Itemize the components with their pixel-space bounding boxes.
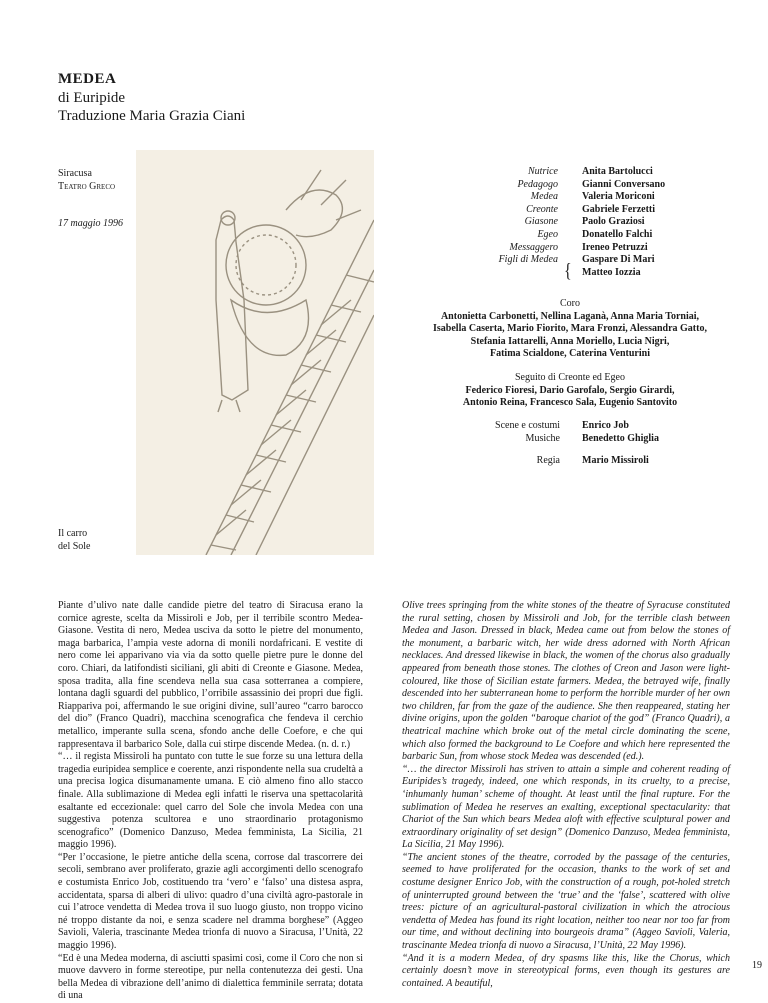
cast-actor: Matteo Iozzia — [582, 266, 641, 278]
title-block — [58, 70, 245, 126]
cast-role: Pedagogo — [517, 178, 558, 190]
venue-city: Siracusa — [58, 168, 92, 179]
image-caption — [58, 528, 91, 553]
coro-heading: Coro — [560, 298, 580, 309]
cast-role: Figli di Medea — [498, 254, 558, 266]
cast-actor: Gabriele Ferzetti — [582, 203, 656, 215]
play-author: di Euripide — [58, 89, 126, 106]
cast-role: Nutrice — [528, 166, 558, 177]
cast-actor: Anita Bartolucci — [582, 166, 653, 177]
credit-role: Scene e costumi — [495, 420, 560, 431]
venue-theatre: Teatro Greco — [58, 180, 116, 192]
play-title: MEDEA — [58, 71, 117, 87]
body-paragraph: Piante d’ulivo nate dalle candide pietre del teatro di Siracusa erano la cornice agreste, scelta da Missiroli e Job, per il terribile scontro Medea-Giasone. Vestita di nero, Medea usciva da sotto le pietre del monumento, maga barbarica, l’ampia veste adorna di monili nordafricani. E vestite di nero come lei apparivano via via da sotto quelle pietre pure le donne del coro. Chiari, da latifondisti siciliani, gli abiti di Creonte e Giasone. Medea, sposa tradita, alla fine scendeva nella sua casa sotterranea a compiere, lontana dagli sguardi del pubblico, l’orribile assassinio dei propri due figli. Riappariva poi, affermando le sue origini divine, sull’aureo “carro barocco del dio” (Franco Quadri), macchina scenografica che fendeva il cerchio metallico, imperante sulla scena, sfondo anche delle Coefore, e che qui rappresentava il barbarico Sole, dalla cui stirpe discende Medea. (n. d. r.) — [58, 600, 363, 750]
coro-line: Stefania Iattarelli, Anna Moriello, Lucia Nigri, — [470, 335, 670, 347]
coro-line: Antonietta Carbonetti, Nellina Laganà, Anna Maria Torniai, — [440, 310, 700, 322]
credit-role: Musiche — [525, 432, 560, 444]
cast-actors — [582, 166, 665, 279]
brace-glyph: { — [563, 260, 572, 282]
cast-actor: Gaspare Di Mari — [582, 254, 655, 266]
venue — [58, 168, 115, 193]
cast-actor: Ireneo Petruzzi — [582, 241, 648, 253]
body-paragraph: “The ancient stones of the theatre, corroded by the passage of the centuries, seemed to have proliferated for the occasion, thanks to the work of set and costume designer Enrico Job, with the construction of a rough, pot-holed stretch of uninterrupted ground between the ‘true’ and the ‘false’, scattered with olive trees: picture of an agricultural-pastoral civilization in which the atrocious vendetta of Medea has found its right location, neither too near nor too far from our time, and without declining into bourgeois drama” (Aggeo Savioli, Valeria, trascinante Medea trionfa di nuovo a Siracusa, l’Unità, 22 May 1996). — [402, 851, 730, 952]
body-paragraph: “And it is a modern Medea, of dry spasms like this, like the Chorus, which certainly doesn’t move in stereotypical forms, even though its gestures are contained. A beautiful, — [402, 952, 730, 989]
coro-line: Fatima Scialdone, Caterina Venturini — [489, 348, 650, 360]
credits-names — [582, 420, 659, 468]
credit-name: Benedetto Ghiglia — [582, 432, 659, 444]
english-text-column — [402, 600, 730, 990]
seguito-section — [400, 372, 740, 410]
seguito-line: Federico Fioresi, Dario Garofalo, Sergio Girardi, — [465, 384, 675, 396]
coro-section — [400, 298, 740, 361]
body-paragraph: “… the director Missiroli has striven to attain a simple and coherent reading of Euripides’s tragedy, indeed, one which responds, in its cruelty, to a precise, ‘inhumanly human’ scheme of thought. At least until the final rupture. For the sublimation of Medea he reserves an exalting, exceptional spectacularity: that Chariot of the Sun which bears Medea aloft with effective sculptural power and extraordinary originality of set design” (Domenico Danzuso, Medea femminista, La Sicilia, 21 May 1996). — [402, 763, 730, 851]
cast-role: Medea — [530, 191, 558, 203]
credit-name: Enrico Job — [582, 420, 629, 431]
italian-text-column — [58, 600, 363, 1003]
body-paragraph: “Ed è una Medea moderna, di asciutti spasimi così, come il Coro che non si muove davvero in forme stereotipe, pur nella contenutezza dei gesti. Una bella Medea di vibrazione dell’animo di dialettica femminile serrata; dotata di una — [58, 952, 363, 1002]
cast-role: Egeo — [537, 228, 558, 240]
cast-roles — [400, 166, 558, 267]
cast-actor: Valeria Moriconi — [582, 191, 655, 203]
play-translation: Traduzione Maria Grazia Ciani — [58, 108, 246, 124]
cast-actor: Paolo Graziosi — [582, 216, 645, 228]
credit-role: Regia — [536, 455, 560, 467]
chariot-sketch-svg — [136, 150, 374, 555]
seguito-line: Antonio Reina, Francesco Sala, Eugenio Santovito — [462, 397, 678, 409]
coro-line: Isabella Caserta, Mario Fiorito, Mara Fronzi, Alessandra Gatto, — [433, 323, 707, 335]
performance-date: 17 maggio 1996 — [58, 218, 123, 229]
chariot-drawing — [136, 150, 374, 555]
cast-role: Giasone — [524, 216, 558, 228]
cast-role: Creonte — [526, 203, 558, 215]
body-paragraph: Olive trees springing from the white stones of the theatre of Syracuse constituted the rural setting, chosen by Missiroli and Job, for the terrible clash between Medea and Jason. Dressed in black, Medea came out from below the stones of the monument, a barbaric witch, her wide dress adorned with North African necklaces. And dressed likewise in black, the women of the chorus also gradually appeared from beneath those stones. The clothes of Creon and Jason were light-coloured, like those of Sicilian estate farmers. Medea, the betrayed wife, finally descended into her subterranean home to perform the horrible murder of her own two children, far from the gaze of the audience. She then reappeared, stating her divine origins, upon the golden “baroque chariot of the god” (Franco Quadri), a theatrical machine which broke out of the metal circle dominating the scene, which also formed the background to Le Coefore and which here represented the barbaric Sun, from whose stock Medea was descended (ed.). — [402, 600, 730, 763]
seguito-heading: Seguito di Creonte ed Egeo — [515, 372, 625, 383]
caption-line: Il carro — [58, 528, 88, 539]
credits-roles — [470, 420, 560, 468]
credit-name: Mario Missiroli — [582, 455, 649, 467]
cast-role: Messaggero — [509, 241, 558, 253]
cast-actor: Gianni Conversano — [582, 178, 666, 190]
cast-actor: Donatello Falchi — [582, 228, 653, 240]
body-paragraph: “Per l’occasione, le pietre antiche della scena, corrose dal trascorrere dei secoli, sembrano aver proliferato, grazie agli accorgimenti dello scenografo e costumista Enrico Job, costituendo tra ‘vero’ e ‘falso’ una distesa aspra, accidentata, sparsa di alberi di ulivo: quadro d’una civiltà agro-pastorale in cui l’atroce vendetta di Medea trova il suo luogo giusto, non troppo vicino né troppo distante da noi, e senza scadere nel dramma borghese” (Aggeo Savioli, Valeria, trascinante Medea trionfa di nuovo a Siracusa, l’Unità, 22 maggio 1996). — [58, 851, 363, 952]
page-number: 19 — [752, 960, 762, 971]
caption-line: del Sole — [58, 540, 91, 552]
body-paragraph: “… il regista Missiroli ha puntato con tutte le sue forze su una lettura della tragedia euripidea semplice e coerente, anzi rispondente nella sua crudeltà a una precisa logica disumanamente umana. E ciò almeno fino allo stacco finale. Alla sublimazione di Medea egli infatti le riserva una spettacolarità esaltante ed eccezionale: quel carro del Sole che invola Medea con una suggestiva potenza scultorea e uno straordinario protagonismo scenografico” (Domenico Danzuso, Medea femminista, La Sicilia, 21 maggio 1996). — [58, 751, 363, 851]
